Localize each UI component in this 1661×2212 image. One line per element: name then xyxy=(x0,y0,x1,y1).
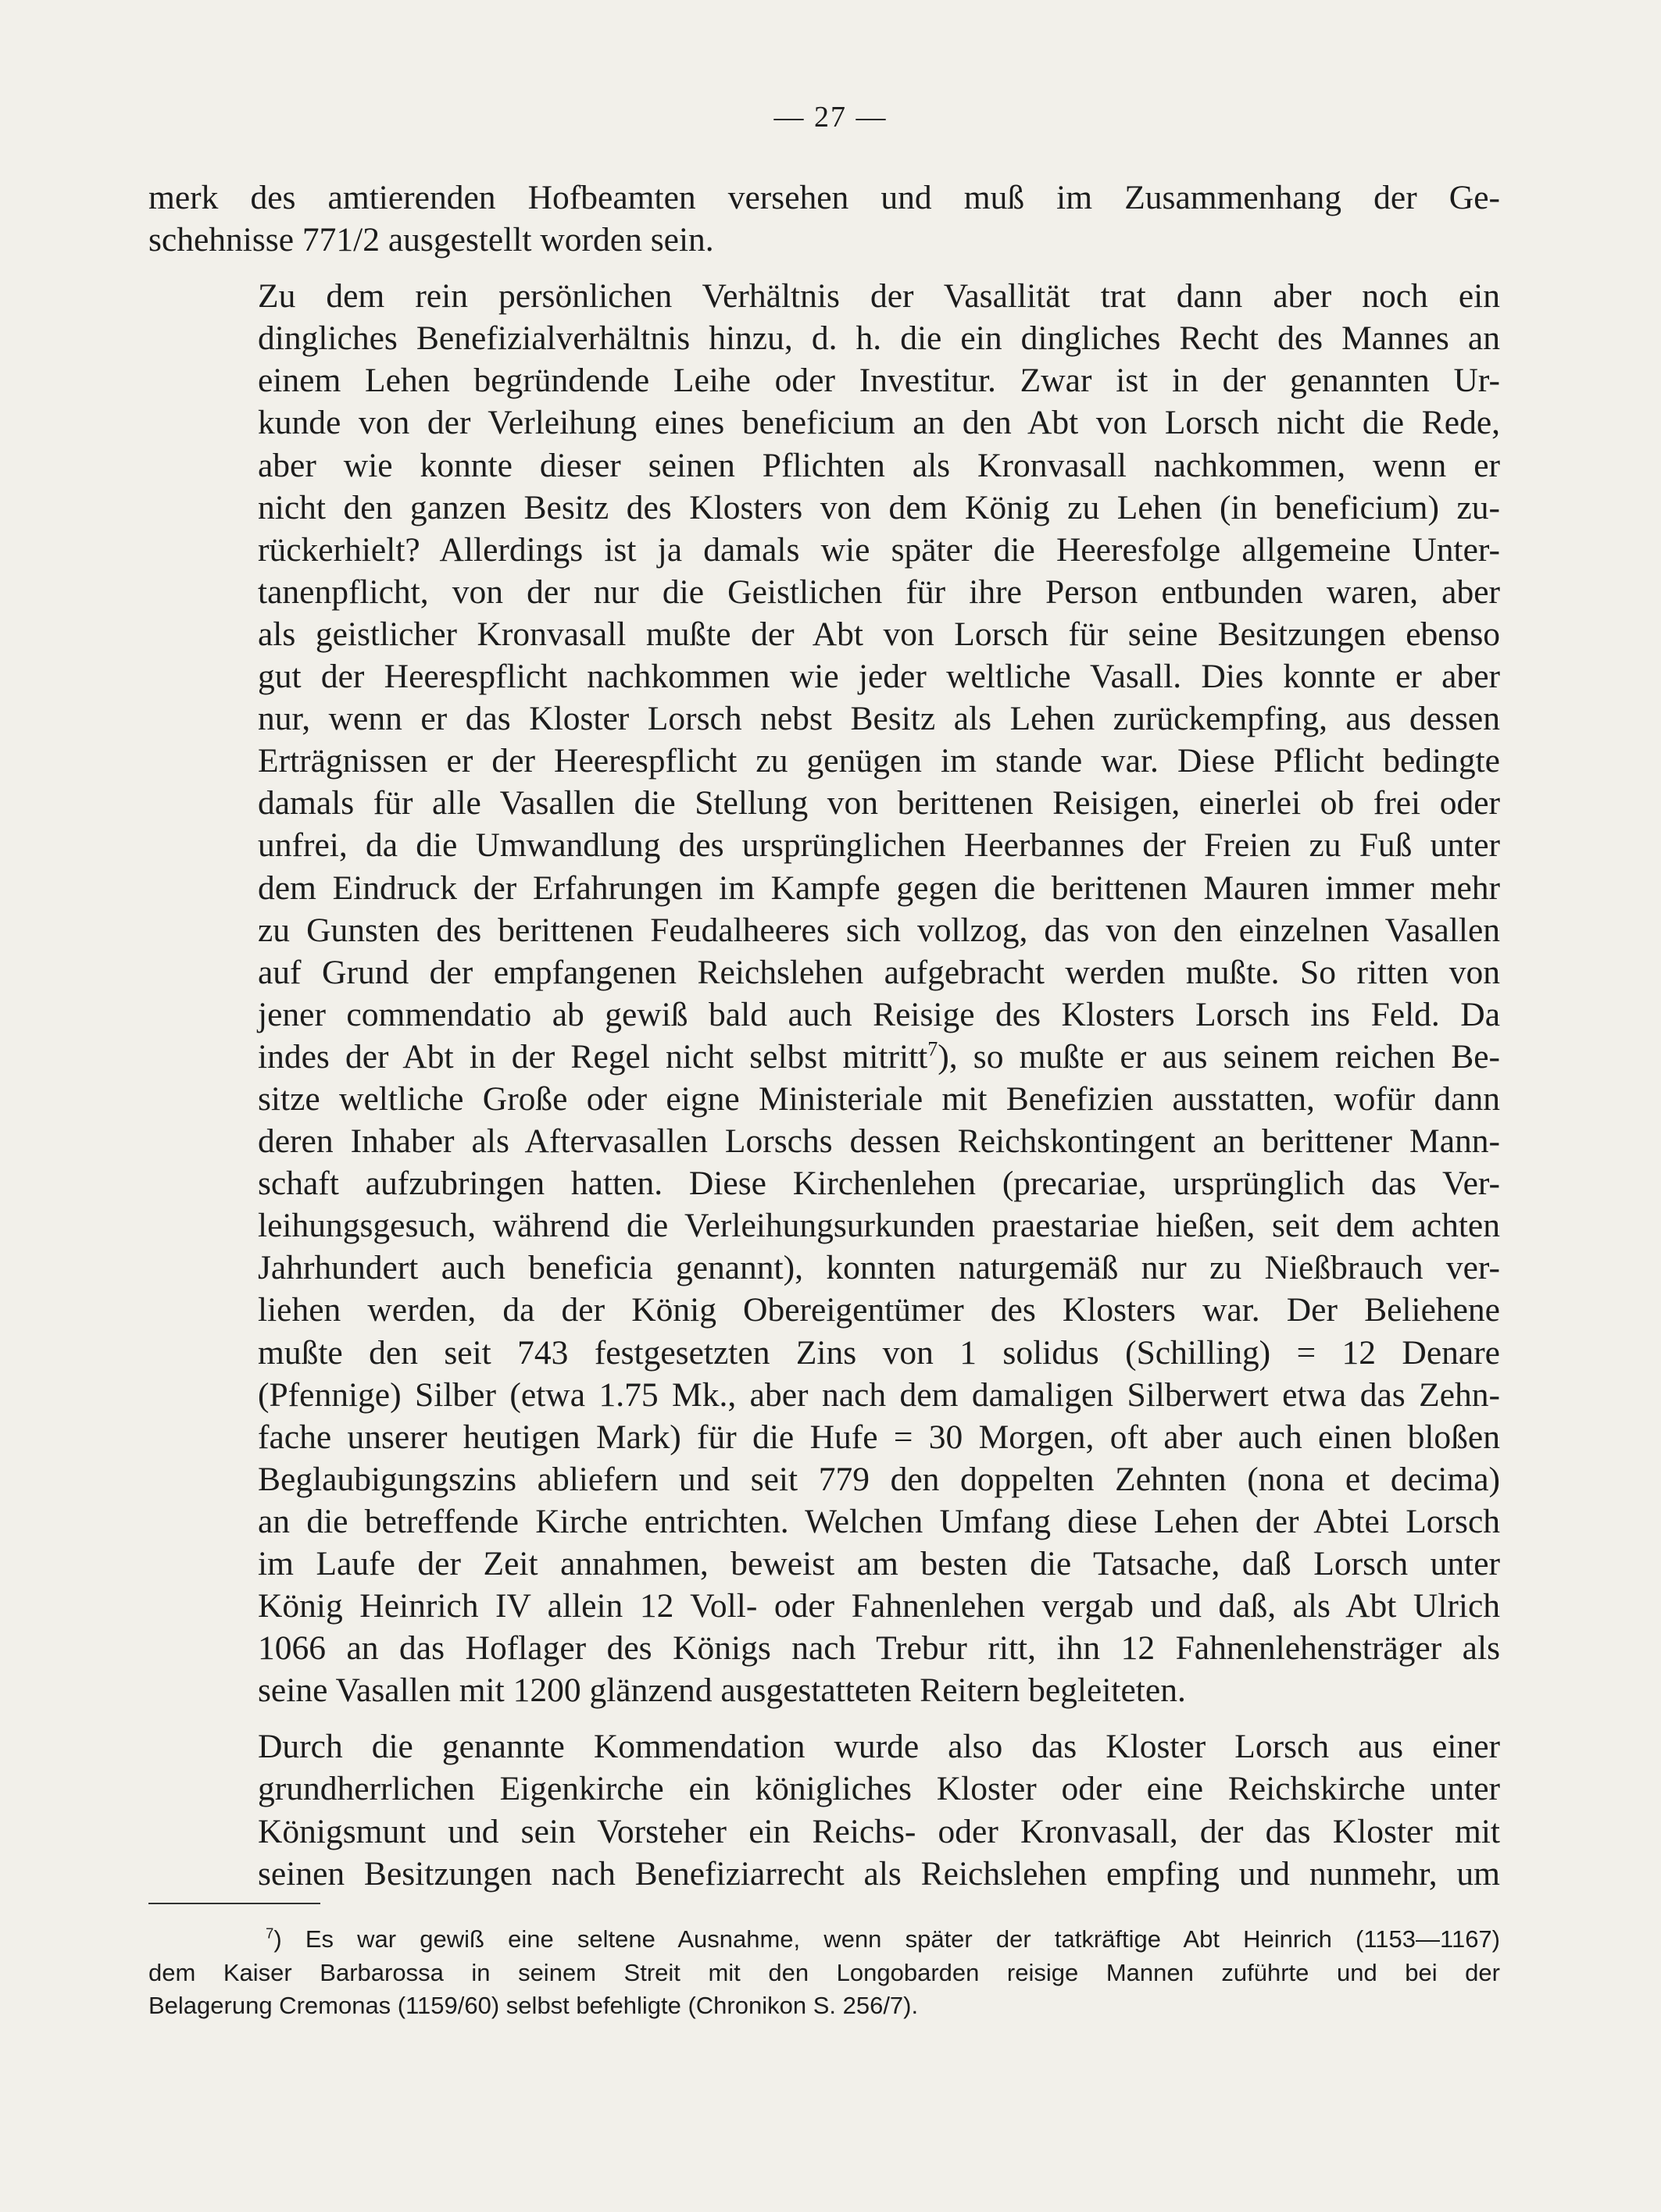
text-line: König Heinrich IV allein 12 Voll- oder Fahnenlehen vergab und daß, als Abt Ulrich xyxy=(258,1587,1500,1625)
text-line: im Laufe der Zeit annahmen, beweist am besten die Tatsache, daß Lorsch unter xyxy=(258,1545,1500,1582)
footnote-line xyxy=(148,1923,1500,1957)
text-line: schaft aufzubringen hatten. Diese Kirchenlehen (precariae, ursprünglich das Ver- xyxy=(258,1165,1500,1203)
footnote-divider xyxy=(148,1903,320,1904)
text-line: unfrei, da die Umwandlung des ursprünglichen Heerbannes der Freien zu Fuß unter xyxy=(258,826,1500,865)
main-text xyxy=(148,177,1500,1895)
text-line: gut der Heerespflicht nachkommen wie jeder weltliche Vasall. Dies konnte er aber xyxy=(258,658,1500,696)
text-line: tanenpflicht, von der nur die Geistlichen für ihre Person entbunden waren, aber xyxy=(258,573,1500,611)
text-line: auf Grund der empfangenen Reichslehen aufgebracht werden mußte. So ritten von xyxy=(258,953,1500,991)
text-line: seinen Besitzungen nach Benefiziarrecht als Reichslehen empfing und nunmehr, um xyxy=(258,1854,1500,1893)
text-line: schehnisse 771/2 ausgestellt worden sein. xyxy=(148,221,714,259)
text-line: Zu dem rein persönlichen Verhältnis der Vasallität trat dann aber noch ein xyxy=(258,277,1500,316)
footnote-line: Belagerung Cremonas (1159/60) selbst befehligte (Chronikon S. 256/7). xyxy=(148,1992,919,2019)
text-fragment: indes der Abt in der Regel nicht selbst mitritt xyxy=(258,1037,928,1076)
text-line: Beglaubigungszins abliefern und seit 779 den doppelten Zehnten (nona et decima) xyxy=(258,1460,1500,1498)
text-line: deren Inhaber als Aftervasallen Lorschs dessen Reichskontingent an berittener Mann- xyxy=(258,1122,1500,1161)
paragraph xyxy=(148,1725,1500,1894)
text-line: grundherrlichen Eigenkirche ein königliches Kloster oder eine Reichskirche unter xyxy=(258,1770,1500,1808)
text-line: rückerhielt? Allerdings ist ja damals wie später die Heeresfolge allgemeine Unter- xyxy=(258,530,1500,569)
text-line: dingliches Benefizialverhältnis hinzu, d. h. die ein dingliches Recht des Mannes an xyxy=(258,319,1500,358)
paragraph xyxy=(148,275,1500,1711)
text-line: 1066 an das Hoflager des Königs nach Trebur ritt, ihn 12 Fahnenlehensträger als xyxy=(258,1629,1500,1668)
text-line: aber wie konnte dieser seinen Pflichten als Kronvasall nachkommen, wenn er xyxy=(258,446,1500,484)
text-fragment: ) Es war gewiß eine seltene Ausnahme, wenn später der tatkräftige Abt Heinrich (1153—1167) xyxy=(273,1925,1500,1953)
footnote xyxy=(148,1923,1500,2023)
text-line: fache unserer heutigen Mark) für die Hufe = 30 Morgen, oft aber auch einen bloßen xyxy=(258,1418,1500,1456)
text-line: nicht den ganzen Besitz des Klosters von dem König zu Lehen (in beneficium) zu- xyxy=(258,488,1500,526)
text-line: jener commendatio ab gewiß bald auch Reisige des Klosters Lorsch ins Feld. Da xyxy=(258,995,1500,1033)
text-line: liehen werden, da der König Obereigentümer des Klosters war. Der Beliehene xyxy=(258,1291,1500,1329)
text-line: Königsmunt und sein Vorsteher ein Reichs- oder Kronvasall, der das Kloster mit xyxy=(258,1812,1500,1850)
text-line: einem Lehen begründende Leihe oder Investitur. Zwar ist in der genannten Ur- xyxy=(258,362,1500,400)
text-line: an die betreffende Kirche entrichten. Welchen Umfang diese Lehen der Abtei Lorsch xyxy=(258,1502,1500,1540)
text-line: kunde von der Verleihung eines beneficium an den Abt von Lorsch nicht die Rede, xyxy=(258,404,1500,442)
footnote-mark: 7 xyxy=(266,1925,274,1942)
text-line: nur, wenn er das Kloster Lorsch nebst Besitz als Lehen zurückempfing, aus dessen xyxy=(258,700,1500,738)
footnote-reference[interactable]: 7 xyxy=(927,1037,938,1061)
text-line: zu Gunsten des berittenen Feudalheeres sich vollzog, das von den einzelnen Vasallen xyxy=(258,911,1500,949)
text-line: Erträgnissen er der Heerespflicht zu genügen im stande war. Diese Pflicht bedingte xyxy=(258,742,1500,780)
text-line: leihungsgesuch, während die Verleihungsurkunden praestariae hießen, seit dem achten xyxy=(258,1207,1500,1245)
text-line: dem Eindruck der Erfahrungen im Kampfe gegen die berittenen Mauren immer mehr xyxy=(258,869,1500,907)
text-line: als geistlicher Kronvasall mußte der Abt von Lorsch für seine Besitzungen ebenso xyxy=(258,615,1500,653)
text-line: (Pfennige) Silber (etwa 1.75 Mk., aber nach dem damaligen Silberwert etwa das Zehn- xyxy=(258,1375,1500,1414)
text-line: seine Vasallen mit 1200 glänzend ausgestatteten Reitern begleiteten. xyxy=(258,1671,1186,1710)
page-number: — 27 — xyxy=(773,101,888,134)
text-line: Durch die genannte Kommendation wurde also das Kloster Lorsch aus einer xyxy=(258,1728,1500,1766)
text-fragment: ), so mußte er aus seinem reichen Be- xyxy=(938,1037,1500,1076)
text-line: damals für alle Vasallen die Stellung von berittenen Reisigen, einerlei ob frei oder xyxy=(258,784,1500,822)
text-line xyxy=(148,1036,1500,1078)
text-line: mußte den seit 743 festgesetzten Zins von 1 solidus (Schilling) = 12 Denare xyxy=(258,1333,1500,1372)
text-line: Jahrhundert auch beneficia genannt), konnten naturgemäß nur zu Nießbrauch ver- xyxy=(258,1249,1500,1287)
footnote-line: dem Kaiser Barbarossa in seinem Streit mit den Longobarden reisige Mannen zuführte und bei der xyxy=(148,1958,1500,1986)
paragraph xyxy=(148,177,1500,261)
text-line: merk des amtierenden Hofbeamten versehen und muß im Zusammenhang der Ge- xyxy=(148,179,1500,216)
text-line: sitze weltliche Große oder eigne Ministeriale mit Benefizien ausstatten, wofür dann xyxy=(258,1079,1500,1118)
